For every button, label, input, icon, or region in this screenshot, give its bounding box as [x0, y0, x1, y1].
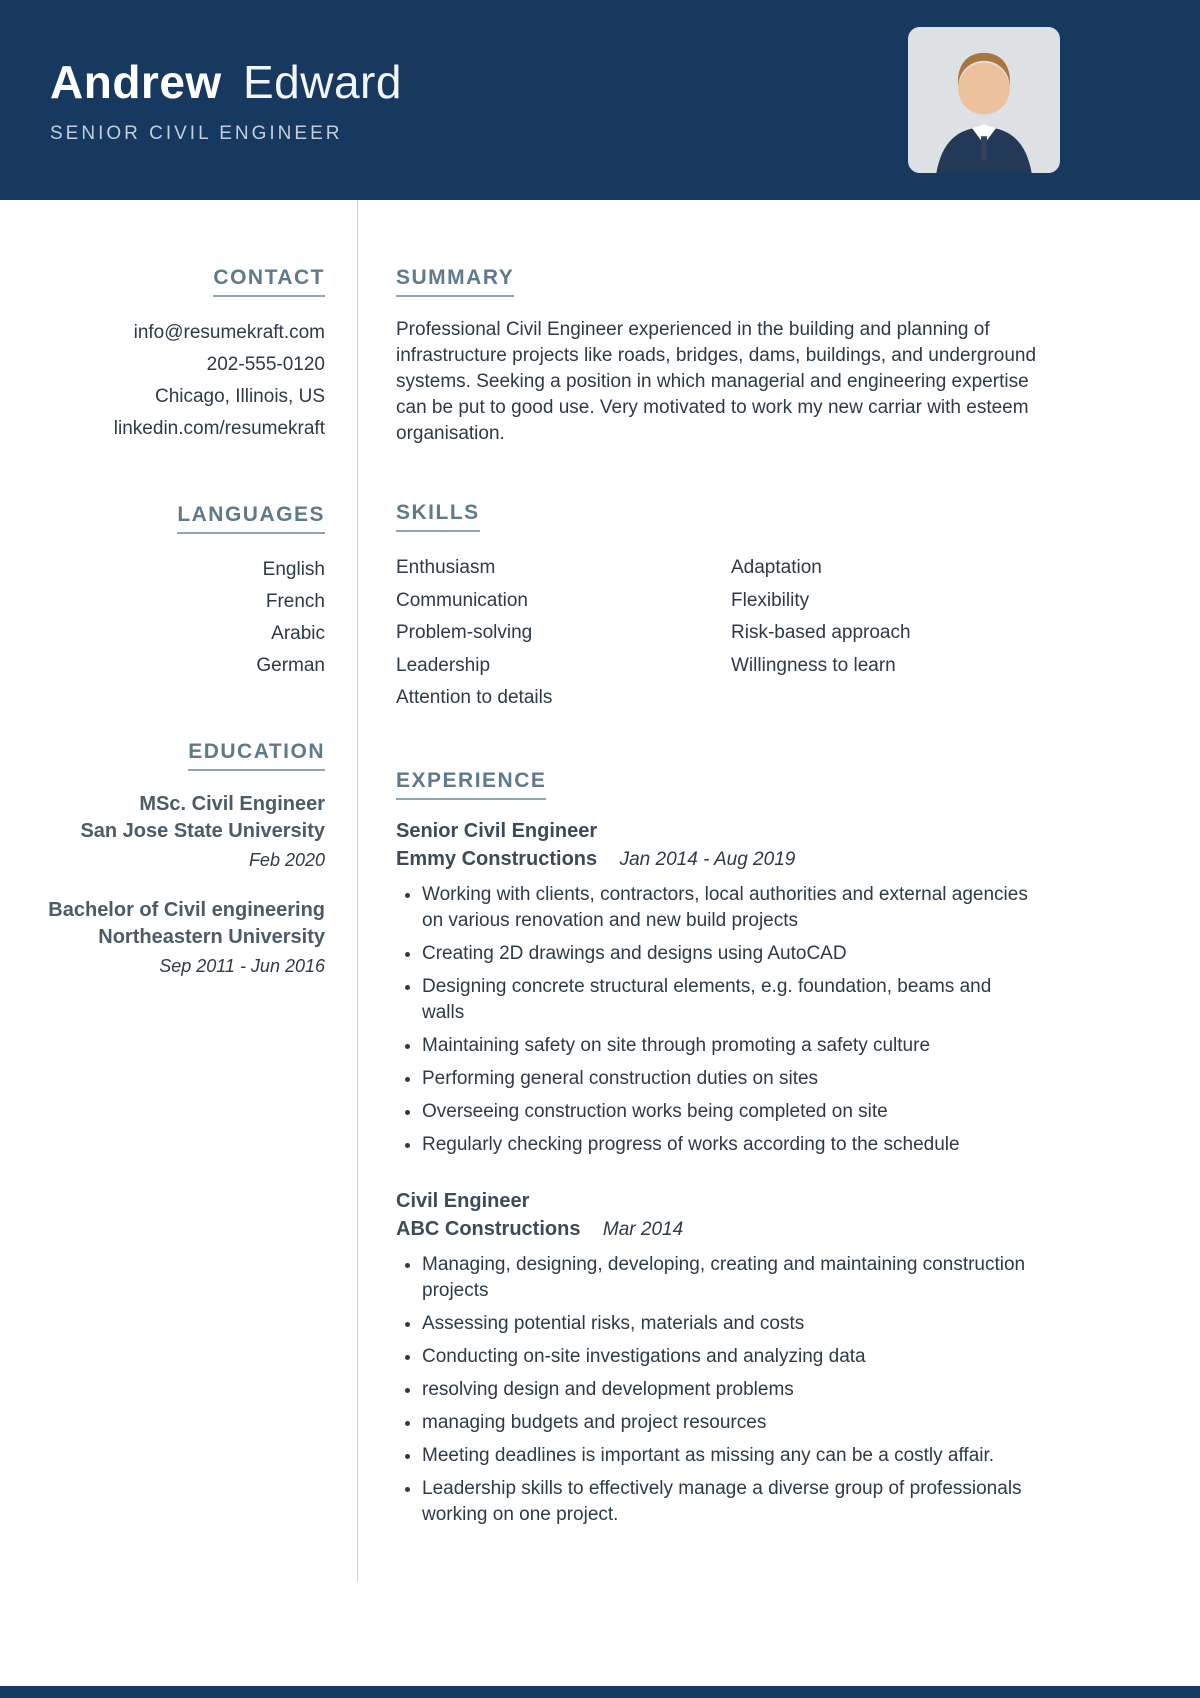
job-bullet: • Assessing potential risks, materials and costs [422, 1311, 1036, 1337]
education-degree: MSc. Civil Engineer [139, 793, 325, 815]
job-bullet-list [396, 882, 1036, 1158]
summary-text: Professional Civil Engineer experienced in the building and planning of infrastructure projects like roads, bridges, dams, buildings, and underground systems. Seeking a position in which managerial and engineering expertise can be put to good use. Very motivated to work my new carriar with esteem organisation. [396, 319, 1037, 444]
job-bullet: • Regularly checking progress of works according to the schedule [422, 1132, 1036, 1158]
skill-item: Willingness to learn [731, 654, 896, 676]
contact-item: Chicago, Illinois, US [154, 386, 325, 407]
contact-item: linkedin.com/resumekraft [113, 418, 325, 439]
header-text [50, 55, 402, 145]
job-company: Emmy Constructions [396, 847, 598, 870]
profile-photo [908, 27, 1060, 173]
content-columns [0, 200, 1200, 1582]
contact-section [0, 266, 325, 445]
job-bullet: • Working with clients, contractors, local authorities and external agencies on various renovation and new build projects [422, 882, 1036, 934]
job-bullet: • Overseeing construction works being completed on site [422, 1099, 1036, 1125]
job-bullet: • Performing general construction duties on sites [422, 1066, 1036, 1092]
skills-columns [396, 552, 1050, 715]
education-degree: Bachelor of Civil engineering [48, 899, 325, 921]
education-date: Sep 2011 - Jun 2016 [159, 956, 325, 976]
footer-bar [0, 1686, 1200, 1698]
person-name [50, 55, 402, 109]
skills-heading: SKILLS [396, 501, 480, 532]
job-dates: Jan 2014 - Aug 2019 [619, 848, 796, 870]
contact-item: info@resumekraft.com [133, 322, 325, 343]
first-name: Andrew [50, 56, 222, 108]
skills-column-2 [731, 552, 911, 715]
language-item: German [256, 655, 325, 676]
last-name: Edward [242, 56, 402, 108]
skills-section [396, 501, 1050, 715]
job-bullet: • Managing, designing, developing, creating and maintaining construction projects [422, 1252, 1036, 1304]
skill-item: Problem-solving [396, 622, 533, 643]
skill-item: Risk-based approach [731, 622, 911, 643]
job-dates: Mar 2014 [602, 1218, 684, 1240]
sidebar [0, 200, 358, 1582]
language-item: Arabic [271, 623, 325, 644]
skill-item: Attention to details [396, 687, 553, 708]
skills-column-1 [396, 552, 731, 715]
job-bullet: • Leadership skills to effectively manage a diverse group of professionals working on one project. [422, 1476, 1036, 1528]
experience-job [396, 820, 1050, 1158]
education-school: Northeastern University [98, 926, 325, 948]
skill-item: Flexibility [731, 589, 810, 611]
languages-section [0, 503, 325, 682]
job-title: Civil Engineer [396, 1189, 530, 1212]
languages-heading: LANGUAGES [177, 503, 325, 534]
job-bullet: • Maintaining safety on site through promoting a safety culture [422, 1033, 1036, 1059]
skill-item: Leadership [396, 654, 491, 676]
job-meta [396, 848, 1050, 871]
language-item: English [262, 559, 325, 580]
profile-photo-placeholder [908, 27, 1060, 173]
job-company: ABC Constructions [396, 1217, 581, 1240]
experience-section [396, 769, 1050, 1528]
header-job-title: SENIOR CIVIL ENGINEER [50, 123, 343, 144]
job-bullet: • resolving design and development problems [422, 1377, 1036, 1403]
job-bullet-list [396, 1252, 1036, 1528]
education-date: Feb 2020 [248, 850, 325, 870]
education-entry [0, 897, 325, 977]
job-meta [396, 1218, 1050, 1241]
education-school: San Jose State University [80, 820, 325, 842]
languages-list [0, 554, 325, 682]
experience-heading: EXPERIENCE [396, 769, 546, 800]
job-title: Senior Civil Engineer [396, 819, 598, 842]
main-column [358, 200, 1200, 1582]
job-bullet: • Meeting deadlines is important as missing any can be a costly affair. [422, 1443, 1036, 1469]
job-bullet: • Designing concrete structural elements, e.g. foundation, beams and walls [422, 974, 1036, 1026]
job-bullet: • managing budgets and project resources [422, 1410, 1036, 1436]
header [0, 0, 1200, 200]
contact-item: 202-555-0120 [206, 354, 325, 375]
skill-item: Adaptation [731, 557, 822, 578]
job-bullet: • Creating 2D drawings and designs using AutoCAD [422, 941, 1036, 967]
language-item: French [265, 591, 325, 612]
skill-item: Enthusiasm [396, 557, 496, 578]
education-heading: EDUCATION [188, 740, 325, 771]
education-entry [0, 791, 325, 871]
experience-job [396, 1190, 1050, 1528]
skill-item: Communication [396, 589, 528, 611]
contact-list [0, 317, 325, 445]
contact-heading: CONTACT [213, 266, 325, 297]
summary-heading: SUMMARY [396, 266, 514, 297]
education-section [0, 740, 325, 977]
job-bullet: • Conducting on-site investigations and analyzing data [422, 1344, 1036, 1370]
summary-section [396, 266, 1050, 447]
